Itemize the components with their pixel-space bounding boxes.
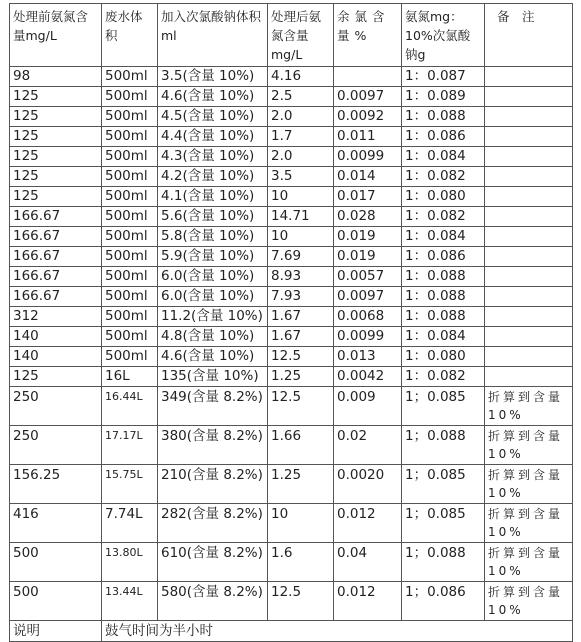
- table-row: [10, 227, 573, 247]
- cell-ratio: 1：0.084: [402, 327, 485, 347]
- cell-remark: [485, 207, 573, 227]
- cell-residual: 0.0097: [334, 287, 402, 307]
- cell-before: 166.67: [10, 267, 102, 287]
- cell-ratio: 1；0.085: [402, 465, 485, 504]
- table-row: [10, 67, 573, 87]
- cell-dose: 4.6(含量 10%): [158, 87, 268, 107]
- cell-residual: 0.0099: [334, 147, 402, 167]
- header-cell-volume: 废水体积: [102, 4, 158, 67]
- cell-volume: 16.44L: [102, 387, 158, 426]
- cell-residual: 0.0042: [334, 367, 402, 387]
- cell-after: 8.93: [268, 267, 334, 287]
- cell-ratio: 1：0.082: [402, 367, 485, 387]
- cell-residual: 0.0057: [334, 267, 402, 287]
- cell-dose: 4.3(含量 10%): [158, 147, 268, 167]
- table-row: [10, 327, 573, 347]
- cell-remark: 折算到含量10%: [485, 426, 573, 465]
- cell-dose: 580(含量 8.2%): [158, 582, 268, 621]
- cell-remark: [485, 307, 573, 327]
- cell-residual: 0.012: [334, 504, 402, 543]
- note-section: [10, 621, 573, 642]
- table-row: [10, 87, 573, 107]
- note-row: [10, 621, 573, 642]
- cell-dose: 5.9(含量 10%): [158, 247, 268, 267]
- cell-after: 14.71: [268, 207, 334, 227]
- cell-ratio: 1：0.089: [402, 87, 485, 107]
- cell-dose: 6.0(含量 10%): [158, 287, 268, 307]
- cell-ratio: 1：0.086: [402, 247, 485, 267]
- cell-ratio: 1；0.085: [402, 387, 485, 426]
- cell-before: 125: [10, 187, 102, 207]
- note-text: 鼓气时间为半小时: [102, 621, 573, 642]
- cell-ratio: 1；0.085: [402, 504, 485, 543]
- cell-before: 416: [10, 504, 102, 543]
- table-row: [10, 207, 573, 227]
- cell-remark: [485, 247, 573, 267]
- cell-after: 12.5: [268, 387, 334, 426]
- table-row: [10, 465, 573, 504]
- table-row: [10, 367, 573, 387]
- cell-before: 98: [10, 67, 102, 87]
- cell-after: 1.7: [268, 127, 334, 147]
- cell-volume: 500ml: [102, 187, 158, 207]
- cell-before: 125: [10, 127, 102, 147]
- cell-remark: [485, 187, 573, 207]
- table-row: [10, 167, 573, 187]
- table-row: [10, 387, 573, 426]
- cell-ratio: 1：0.080: [402, 347, 485, 367]
- cell-residual: 0.02: [334, 426, 402, 465]
- cell-volume: 500ml: [102, 107, 158, 127]
- cell-before: 125: [10, 147, 102, 167]
- results-table: [9, 3, 573, 642]
- table-body: [10, 4, 573, 67]
- table-row: [10, 107, 573, 127]
- cell-ratio: 1；0.088: [402, 426, 485, 465]
- cell-remark: [485, 147, 573, 167]
- cell-before: 125: [10, 87, 102, 107]
- cell-after: 3.5: [268, 167, 334, 187]
- cell-ratio: 1：0.088: [402, 107, 485, 127]
- cell-volume: 500ml: [102, 127, 158, 147]
- cell-volume: 16L: [102, 367, 158, 387]
- cell-remark: [485, 167, 573, 187]
- header-row: [10, 4, 573, 67]
- cell-remark: [485, 347, 573, 367]
- table-row: [10, 127, 573, 147]
- table-row: [10, 543, 573, 582]
- cell-after: 2.0: [268, 147, 334, 167]
- cell-ratio: 1：0.084: [402, 227, 485, 247]
- cell-after: 1.25: [268, 367, 334, 387]
- cell-before: 125: [10, 167, 102, 187]
- cell-ratio: 1：0.082: [402, 207, 485, 227]
- cell-ratio: 1：0.088: [402, 307, 485, 327]
- header-cell-ratio: 氨氮mg：10%次氯酸钠g: [402, 4, 485, 67]
- cell-ratio: 1：0.082: [402, 167, 485, 187]
- cell-volume: 500ml: [102, 207, 158, 227]
- cell-volume: 13.80L: [102, 543, 158, 582]
- cell-residual: 0.04: [334, 543, 402, 582]
- cell-volume: 500ml: [102, 87, 158, 107]
- header-cell-before: 处理前氨氮含量mg/L: [10, 4, 102, 67]
- cell-dose: 4.2(含量 10%): [158, 167, 268, 187]
- cell-ratio: 1：0.084: [402, 147, 485, 167]
- cell-dose: 135(含量 10%): [158, 367, 268, 387]
- cell-residual: 0.011: [334, 127, 402, 147]
- cell-remark: [485, 267, 573, 287]
- cell-dose: 349(含量 8.2%): [158, 387, 268, 426]
- cell-dose: 380(含量 8.2%): [158, 426, 268, 465]
- cell-dose: 11.2(含量 10%): [158, 307, 268, 327]
- cell-volume: 500ml: [102, 167, 158, 187]
- cell-residual: 0.0092: [334, 107, 402, 127]
- cell-residual: 0.014: [334, 167, 402, 187]
- cell-before: 140: [10, 347, 102, 367]
- cell-before: 156.25: [10, 465, 102, 504]
- data-rows: [10, 67, 573, 621]
- cell-dose: 210(含量 8.2%): [158, 465, 268, 504]
- cell-remark: 折算到含量10%: [485, 504, 573, 543]
- cell-after: 7.93: [268, 287, 334, 307]
- header-cell-dose: 加入次氯酸钠体积 ml: [158, 4, 268, 67]
- header-cell-residual: 余氯含量%: [334, 4, 402, 67]
- cell-before: 500: [10, 543, 102, 582]
- cell-after: 1.6: [268, 543, 334, 582]
- cell-remark: [485, 87, 573, 107]
- cell-residual: 0.012: [334, 582, 402, 621]
- cell-after: 2.5: [268, 87, 334, 107]
- cell-volume: 7.74L: [102, 504, 158, 543]
- cell-dose: 282(含量 8.2%): [158, 504, 268, 543]
- cell-after: 1.67: [268, 307, 334, 327]
- table-row: [10, 504, 573, 543]
- cell-after: 1.66: [268, 426, 334, 465]
- cell-residual: 0.0068: [334, 307, 402, 327]
- cell-after: 12.5: [268, 582, 334, 621]
- cell-volume: 500ml: [102, 227, 158, 247]
- cell-dose: 3.5(含量 10%): [158, 67, 268, 87]
- cell-ratio: 1：0.080: [402, 187, 485, 207]
- cell-remark: 折算到含量10%: [485, 582, 573, 621]
- cell-volume: 500ml: [102, 347, 158, 367]
- table-row: [10, 147, 573, 167]
- cell-remark: [485, 67, 573, 87]
- cell-dose: 4.1(含量 10%): [158, 187, 268, 207]
- cell-after: 10: [268, 504, 334, 543]
- cell-after: 10: [268, 227, 334, 247]
- cell-dose: 4.6(含量 10%): [158, 347, 268, 367]
- cell-dose: 6.0(含量 10%): [158, 267, 268, 287]
- cell-residual: [334, 67, 402, 87]
- cell-remark: [485, 127, 573, 147]
- table-row: [10, 287, 573, 307]
- note-label: 说明: [10, 621, 102, 642]
- cell-remark: 折算到含量10%: [485, 465, 573, 504]
- cell-residual: 0.009: [334, 387, 402, 426]
- cell-before: 250: [10, 426, 102, 465]
- cell-remark: 折算到含量10%: [485, 543, 573, 582]
- cell-after: 1.67: [268, 327, 334, 347]
- cell-volume: 500ml: [102, 287, 158, 307]
- cell-residual: 0.017: [334, 187, 402, 207]
- cell-ratio: 1：0.086: [402, 127, 485, 147]
- cell-after: 12.5: [268, 347, 334, 367]
- cell-after: 2.0: [268, 107, 334, 127]
- cell-ratio: 1：0.088: [402, 287, 485, 307]
- cell-before: 125: [10, 367, 102, 387]
- cell-ratio: 1：0.088: [402, 267, 485, 287]
- header-cell-after: 处理后氨氮含量mg/L: [268, 4, 334, 67]
- cell-after: 1.25: [268, 465, 334, 504]
- table-row: [10, 426, 573, 465]
- cell-after: 10: [268, 187, 334, 207]
- cell-before: 166.67: [10, 207, 102, 227]
- cell-remark: [485, 367, 573, 387]
- cell-remark: [485, 327, 573, 347]
- cell-remark: [485, 107, 573, 127]
- table-row: [10, 582, 573, 621]
- cell-dose: 610(含量 8.2%): [158, 543, 268, 582]
- cell-residual: 0.0020: [334, 465, 402, 504]
- cell-dose: 5.6(含量 10%): [158, 207, 268, 227]
- cell-remark: [485, 287, 573, 307]
- cell-ratio: 1；0.086: [402, 582, 485, 621]
- cell-residual: 0.019: [334, 227, 402, 247]
- table-row: [10, 187, 573, 207]
- cell-volume: 500ml: [102, 67, 158, 87]
- cell-volume: 500ml: [102, 247, 158, 267]
- cell-remark: 折算到含量10%: [485, 387, 573, 426]
- cell-before: 125: [10, 107, 102, 127]
- cell-before: 140: [10, 327, 102, 347]
- table-row: [10, 267, 573, 287]
- cell-after: 7.69: [268, 247, 334, 267]
- cell-before: 500: [10, 582, 102, 621]
- cell-dose: 4.8(含量 10%): [158, 327, 268, 347]
- cell-volume: 500ml: [102, 147, 158, 167]
- table-row: [10, 347, 573, 367]
- cell-residual: 0.013: [334, 347, 402, 367]
- cell-before: 312: [10, 307, 102, 327]
- cell-dose: 4.5(含量 10%): [158, 107, 268, 127]
- cell-volume: 15.75L: [102, 465, 158, 504]
- cell-residual: 0.028: [334, 207, 402, 227]
- cell-after: 4.16: [268, 67, 334, 87]
- cell-ratio: 1；0.088: [402, 543, 485, 582]
- cell-volume: 13.44L: [102, 582, 158, 621]
- cell-volume: 500ml: [102, 267, 158, 287]
- cell-before: 166.67: [10, 227, 102, 247]
- cell-volume: 500ml: [102, 307, 158, 327]
- cell-ratio: 1：0.087: [402, 67, 485, 87]
- table-row: [10, 307, 573, 327]
- cell-remark: [485, 227, 573, 247]
- cell-dose: 4.4(含量 10%): [158, 127, 268, 147]
- cell-residual: 0.0099: [334, 327, 402, 347]
- header-cell-remark: 备 注: [485, 4, 573, 67]
- cell-residual: 0.0097: [334, 87, 402, 107]
- cell-before: 250: [10, 387, 102, 426]
- cell-before: 166.67: [10, 287, 102, 307]
- cell-volume: 500ml: [102, 327, 158, 347]
- cell-before: 166.67: [10, 247, 102, 267]
- cell-residual: 0.019: [334, 247, 402, 267]
- cell-dose: 5.8(含量 10%): [158, 227, 268, 247]
- cell-volume: 17.17L: [102, 426, 158, 465]
- table-row: [10, 247, 573, 267]
